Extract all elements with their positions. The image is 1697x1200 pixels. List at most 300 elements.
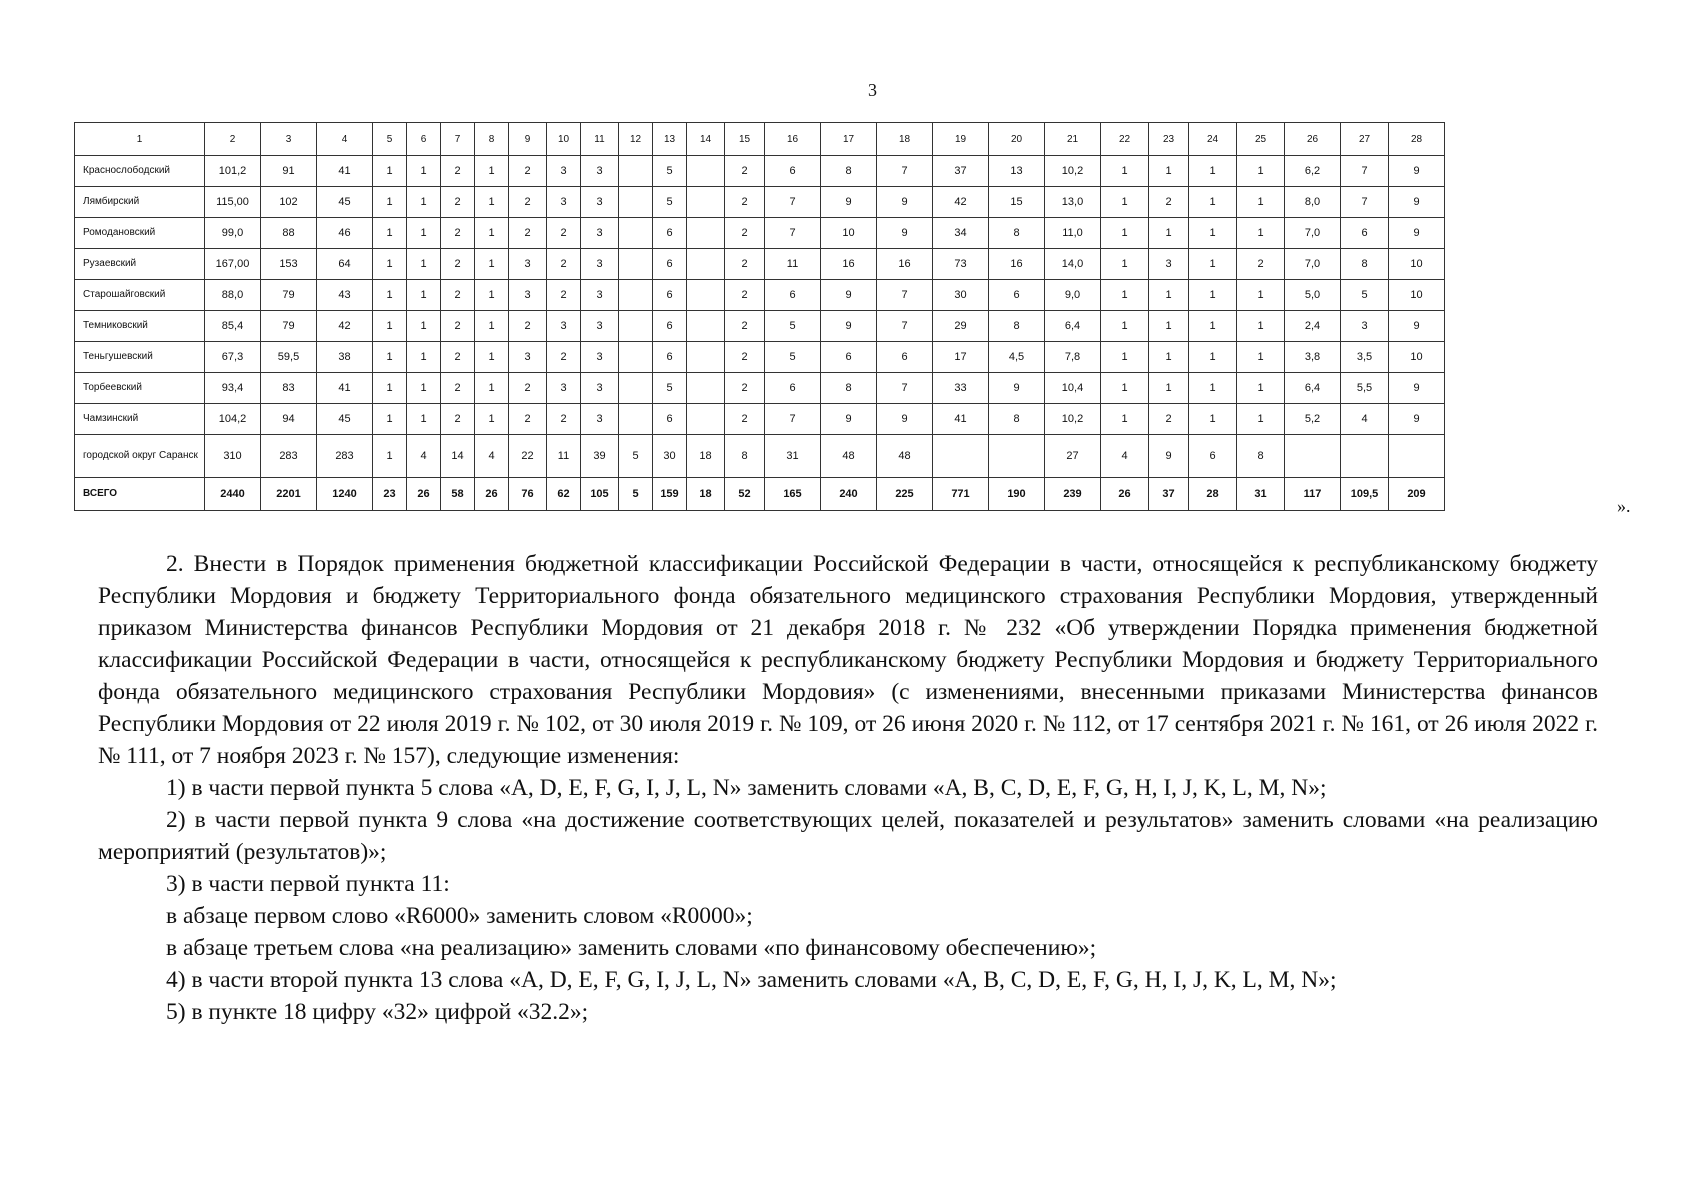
table-cell: 76 [509, 478, 547, 511]
table-cell: 7 [877, 311, 933, 342]
table-cell: 88,0 [205, 280, 261, 311]
table-cell: 2 [441, 373, 475, 404]
table-cell: 14,0 [1045, 249, 1101, 280]
table-cell: 109,5 [1341, 478, 1389, 511]
table-cell: 6 [765, 156, 821, 187]
table-cell: 19 [933, 123, 989, 156]
table-cell: 1 [475, 156, 509, 187]
table-cell: 91 [261, 156, 317, 187]
table-cell [619, 218, 653, 249]
table-cell: 4,5 [989, 342, 1045, 373]
table-cell: 2 [547, 218, 581, 249]
table-cell: 1 [373, 311, 407, 342]
table-cell: 1 [1189, 311, 1237, 342]
table-cell: 46 [317, 218, 373, 249]
table-cell: 1 [1149, 342, 1189, 373]
table-cell: 1 [1101, 249, 1149, 280]
table-cell [1389, 435, 1445, 478]
table-cell: 16 [989, 249, 1045, 280]
paragraph-item: в абзаце первом слово «R6000» заменить словом «R0000»; [166, 903, 753, 929]
table-cell: 8 [989, 218, 1045, 249]
table-cell: 9 [877, 404, 933, 435]
table-cell: 9 [1389, 156, 1445, 187]
table-cell: 21 [1045, 123, 1101, 156]
table-cell: 3 [581, 373, 619, 404]
table-cell: 16 [821, 249, 877, 280]
table-cell: 5 [765, 311, 821, 342]
table-header-row [75, 123, 1445, 156]
table-cell: 159 [653, 478, 687, 511]
table-cell: 3 [509, 280, 547, 311]
table-cell: 1 [475, 342, 509, 373]
table-cell: 22 [1101, 123, 1149, 156]
table-cell [933, 435, 989, 478]
table-cell: 33 [933, 373, 989, 404]
table-cell: 102 [261, 187, 317, 218]
districts-table-wrap [74, 122, 1445, 511]
table-cell: 5 [619, 435, 653, 478]
table-cell: 1 [407, 342, 441, 373]
table-cell: 239 [1045, 478, 1101, 511]
table-cell: 2 [509, 187, 547, 218]
table-cell [619, 249, 653, 280]
table-cell: 2 [509, 404, 547, 435]
table-cell: 2 [547, 342, 581, 373]
table-cell: 1 [1189, 342, 1237, 373]
row-label: Рузаевский [75, 249, 205, 280]
table-cell: 8 [725, 435, 765, 478]
table-cell: 6 [407, 123, 441, 156]
table-cell: 4 [1101, 435, 1149, 478]
table-cell: 48 [877, 435, 933, 478]
table-row-saransk [75, 435, 1445, 478]
table-cell [687, 218, 725, 249]
table-cell: 10,2 [1045, 404, 1101, 435]
table-cell [619, 280, 653, 311]
table-cell: 11,0 [1045, 218, 1101, 249]
table-cell: 20 [989, 123, 1045, 156]
table-row [75, 373, 1445, 404]
table-cell: 7 [877, 280, 933, 311]
table-cell: 13 [989, 156, 1045, 187]
table-cell: 18 [687, 435, 725, 478]
table-cell: 99,0 [205, 218, 261, 249]
table-cell: 283 [261, 435, 317, 478]
table-cell: 41 [317, 373, 373, 404]
table-cell: 22 [509, 435, 547, 478]
table-cell: 209 [1389, 478, 1445, 511]
table-cell: 7 [877, 156, 933, 187]
row-label: Теньгушевский [75, 342, 205, 373]
table-cell: 10,4 [1045, 373, 1101, 404]
table-cell: 3 [581, 156, 619, 187]
table-cell: 3 [1341, 311, 1389, 342]
table-cell: 6 [1189, 435, 1237, 478]
table-cell: 6,4 [1045, 311, 1101, 342]
table-row [75, 218, 1445, 249]
table-cell: 3 [581, 280, 619, 311]
table-cell: 1 [1237, 280, 1285, 311]
table-cell: 10 [821, 218, 877, 249]
paragraph-item: 3) в части первой пункта 11: [166, 871, 450, 897]
table-cell: 1 [1237, 156, 1285, 187]
table-cell: 1 [475, 311, 509, 342]
table-cell [687, 187, 725, 218]
table-cell: 1 [373, 249, 407, 280]
table-cell: 5 [653, 373, 687, 404]
table-cell: 771 [933, 478, 989, 511]
table-cell: 5,5 [1341, 373, 1389, 404]
table-cell: 17 [933, 342, 989, 373]
table-cell: 13,0 [1045, 187, 1101, 218]
table-cell: 1 [75, 123, 205, 156]
table-cell: 18 [687, 478, 725, 511]
table-cell: 30 [933, 280, 989, 311]
table-cell: 3 [581, 218, 619, 249]
table-cell: 1 [475, 218, 509, 249]
table-cell: 3 [547, 311, 581, 342]
table-cell: 7 [765, 404, 821, 435]
table-cell: 1 [1101, 342, 1149, 373]
row-label: Старошайговский [75, 280, 205, 311]
table-cell: 105 [581, 478, 619, 511]
table-cell [989, 435, 1045, 478]
table-cell: 42 [933, 187, 989, 218]
table-cell: 10 [1389, 249, 1445, 280]
page-number: 3 [868, 80, 877, 100]
table-cell: 1 [1189, 404, 1237, 435]
table-cell: 1 [1189, 373, 1237, 404]
table-cell: 17 [821, 123, 877, 156]
table-cell: 41 [317, 156, 373, 187]
table-cell: 79 [261, 311, 317, 342]
table-cell: 73 [933, 249, 989, 280]
table-cell: 1 [1149, 218, 1189, 249]
table-cell: 6 [765, 280, 821, 311]
table-cell: 3 [581, 311, 619, 342]
table-cell: 6 [653, 342, 687, 373]
order-text [98, 548, 1598, 1028]
table-cell: 8 [1341, 249, 1389, 280]
table-cell: 1 [407, 311, 441, 342]
table-cell: 43 [317, 280, 373, 311]
table-cell: 7 [1341, 187, 1389, 218]
table-cell: 240 [821, 478, 877, 511]
table-cell: 4 [317, 123, 373, 156]
table-cell: 3 [261, 123, 317, 156]
table-cell: 85,4 [205, 311, 261, 342]
table-cell: 1 [1101, 311, 1149, 342]
table-cell: 39 [581, 435, 619, 478]
table-cell: 2 [1237, 249, 1285, 280]
paragraph-item: в абзаце третьем слова «на реализацию» заменить словами «по финансовому обеспечению»; [166, 935, 1097, 961]
table-cell: 2 [441, 280, 475, 311]
table-cell: 1 [1237, 218, 1285, 249]
table-cell: 4 [407, 435, 441, 478]
table-cell: 1 [1237, 187, 1285, 218]
table-cell: 9 [877, 187, 933, 218]
table-cell: 2 [725, 311, 765, 342]
table-cell: 2 [725, 280, 765, 311]
table-cell: 9 [821, 187, 877, 218]
table-cell: 3 [1149, 249, 1189, 280]
table-cell: 25 [1237, 123, 1285, 156]
table-row [75, 249, 1445, 280]
table-cell: 165 [765, 478, 821, 511]
table-cell: 1 [373, 280, 407, 311]
table-cell: 31 [1237, 478, 1285, 511]
table-cell: 6 [1341, 218, 1389, 249]
table-cell: 1 [407, 218, 441, 249]
table-cell: 1 [407, 280, 441, 311]
table-cell: 1 [373, 404, 407, 435]
table-cell: 1 [1237, 311, 1285, 342]
table-cell: 9 [1389, 311, 1445, 342]
row-label: Ромодановский [75, 218, 205, 249]
table-cell: 9 [1149, 435, 1189, 478]
table-cell: 101,2 [205, 156, 261, 187]
table-cell: 45 [317, 187, 373, 218]
table-cell: 1 [373, 156, 407, 187]
paragraph-item: 1) в части первой пункта 5 слова «A, D, E, F, G, I, J, L, N» заменить словами «A, B, C, D, E, F, G, H, I, J, K, L, M, N»; [166, 775, 1327, 801]
table-cell: 225 [877, 478, 933, 511]
table-cell: 2 [725, 249, 765, 280]
paragraph-item: 5) в пункте 18 цифру «32» цифрой «32.2»; [166, 999, 589, 1025]
table-cell: 2 [205, 123, 261, 156]
table-cell: 64 [317, 249, 373, 280]
table-cell: 2 [509, 218, 547, 249]
table-cell: 6 [989, 280, 1045, 311]
table-cell: 9 [1389, 187, 1445, 218]
table-cell: 1 [1189, 218, 1237, 249]
table-cell: 15 [989, 187, 1045, 218]
table-cell: 14 [441, 435, 475, 478]
table-cell: 2 [1149, 404, 1189, 435]
table-cell: 1 [407, 249, 441, 280]
table-cell: 15 [725, 123, 765, 156]
table-cell: 1 [1189, 187, 1237, 218]
table-cell: 7,8 [1045, 342, 1101, 373]
table-cell: 14 [687, 123, 725, 156]
table-cell [619, 342, 653, 373]
table-cell: 9 [1389, 404, 1445, 435]
table-cell: 4 [1341, 404, 1389, 435]
table-cell: 9 [821, 404, 877, 435]
table-cell [687, 373, 725, 404]
table-cell: 310 [205, 435, 261, 478]
table-cell: 38 [317, 342, 373, 373]
table-cell: 2 [441, 311, 475, 342]
table-cell: 13 [653, 123, 687, 156]
table-cell: 16 [765, 123, 821, 156]
table-cell: 7 [877, 373, 933, 404]
table-cell: 3 [547, 187, 581, 218]
table-cell: 3 [581, 249, 619, 280]
table-cell [619, 311, 653, 342]
table-cell: 1 [1149, 311, 1189, 342]
table-cell: 3 [581, 404, 619, 435]
table-cell: 1 [475, 187, 509, 218]
table-cell: 94 [261, 404, 317, 435]
table-cell: 42 [317, 311, 373, 342]
table-cell: 37 [1149, 478, 1189, 511]
table-cell: 2 [725, 187, 765, 218]
table-cell: 5,0 [1285, 280, 1341, 311]
districts-table [74, 122, 1445, 511]
table-cell: 7 [441, 123, 475, 156]
table-cell: 59,5 [261, 342, 317, 373]
table-cell: 3 [509, 342, 547, 373]
table-cell: 6 [821, 342, 877, 373]
table-cell: 2 [441, 342, 475, 373]
table-cell [687, 311, 725, 342]
paragraph-item: 4) в части второй пункта 13 слова «A, D, E, F, G, I, J, L, N» заменить словами «A, B, C, D, E, F, G, H, I, J, K, L, M, N»; [166, 967, 1337, 993]
table-cell: 1 [1237, 373, 1285, 404]
row-label: Краснослободский [75, 156, 205, 187]
table-cell: 88 [261, 218, 317, 249]
table-cell: 6 [653, 218, 687, 249]
table-cell: 1 [1189, 280, 1237, 311]
table-cell: 117 [1285, 478, 1341, 511]
table-cell: 2 [725, 156, 765, 187]
table-cell: 190 [989, 478, 1045, 511]
table-cell: 16 [877, 249, 933, 280]
table-cell: 2 [547, 249, 581, 280]
paragraph-main: 2. Внести в Порядок применения бюджетной классификации Российской Федерации в части, относящейся к республиканскому бюджету Республики Мордовия и бюджету Территориального фонда обязательного медицинского страхования Республики Мордовия, утвержденный приказом Министерства финансов Республики Мордовия от 21 декабря 2018 г. № 232 «Об утверждении Порядка применения бюджетной классификации Российской Федерации в части, относящейся к республиканскому бюджету Республики Мордовия и бюджету Территориального фонда обязательного медицинского страхования Республики Мордовия» (с изменениями, внесенными приказами Министерства финансов Республики Мордовия от 22 июля 2019 г. № 102, от 30 июля 2019 г. № 109, от 26 июня 2020 г. № 112, от 17 сентября 2021 г. № 161, от 26 июля 2022 г. № 111, от 7 ноября 2023 г. № 157), следующие изменения: [98, 551, 1598, 769]
table-cell: 27 [1045, 435, 1101, 478]
table-cell: 3,5 [1341, 342, 1389, 373]
table-cell: 62 [547, 478, 581, 511]
table-cell: 8 [989, 404, 1045, 435]
table-cell: 1 [373, 342, 407, 373]
table-cell: 1 [407, 187, 441, 218]
table-cell: 2 [441, 187, 475, 218]
table-cell: 1 [1101, 373, 1149, 404]
table-cell: 6 [765, 373, 821, 404]
table-cell: 5 [653, 156, 687, 187]
table-cell: 9 [1389, 218, 1445, 249]
table-cell: 30 [653, 435, 687, 478]
table-total-row [75, 478, 1445, 511]
table-cell: 6,2 [1285, 156, 1341, 187]
table-cell: 2440 [205, 478, 261, 511]
table-cell: 48 [821, 435, 877, 478]
table-cell: 2 [547, 404, 581, 435]
table-cell: 3 [547, 156, 581, 187]
table-cell: 2 [547, 280, 581, 311]
table-cell: 2 [509, 373, 547, 404]
row-label: Темниковский [75, 311, 205, 342]
table-cell: 8,0 [1285, 187, 1341, 218]
table-cell: 5 [373, 123, 407, 156]
table-row [75, 342, 1445, 373]
table-cell: 1 [1101, 404, 1149, 435]
table-cell: 9,0 [1045, 280, 1101, 311]
table-cell: 3 [581, 187, 619, 218]
table-row [75, 280, 1445, 311]
table-cell: 2 [441, 249, 475, 280]
table-cell: 41 [933, 404, 989, 435]
table-cell: 79 [261, 280, 317, 311]
table-cell: 31 [765, 435, 821, 478]
table-cell [1285, 435, 1341, 478]
table-cell [687, 156, 725, 187]
table-cell: 2 [509, 311, 547, 342]
table-cell [1341, 435, 1389, 478]
table-cell: 3 [581, 342, 619, 373]
table-cell: 1 [1237, 342, 1285, 373]
table-cell: 26 [475, 478, 509, 511]
table-cell: 93,4 [205, 373, 261, 404]
table-cell: 1 [1101, 218, 1149, 249]
table-cell: 283 [317, 435, 373, 478]
table-cell: 4 [475, 435, 509, 478]
table-cell: 6 [653, 249, 687, 280]
table-cell: 1 [1101, 156, 1149, 187]
table-cell [619, 156, 653, 187]
table-cell [619, 187, 653, 218]
table-cell: 1 [1189, 249, 1237, 280]
table-cell: 11 [547, 435, 581, 478]
table-cell [619, 404, 653, 435]
table-cell: 1 [1101, 280, 1149, 311]
table-cell: 52 [725, 478, 765, 511]
table-cell: 2 [725, 404, 765, 435]
table-cell: 5 [619, 478, 653, 511]
table-cell: 1 [407, 156, 441, 187]
table-cell [687, 249, 725, 280]
table-cell: 115,00 [205, 187, 261, 218]
row-label: Лямбирский [75, 187, 205, 218]
paragraph-item: 2) в части первой пункта 9 слова «на достижение соответствующих целей, показателей и результатов» заменить словами «на реализацию мероприятий (результатов)»; [98, 807, 1598, 865]
closing-quote: ». [1617, 496, 1631, 516]
row-label: Чамзинский [75, 404, 205, 435]
table-cell: 83 [261, 373, 317, 404]
table-cell: 1 [373, 435, 407, 478]
table-cell: 1 [475, 280, 509, 311]
table-cell: 1 [475, 404, 509, 435]
table-cell: 12 [619, 123, 653, 156]
table-cell: 2 [725, 373, 765, 404]
table-cell: 24 [1189, 123, 1237, 156]
table-cell: 18 [877, 123, 933, 156]
table-cell: 5 [1341, 280, 1389, 311]
table-cell: 11 [581, 123, 619, 156]
table-cell: 2 [441, 404, 475, 435]
row-label: ВСЕГО [75, 478, 205, 511]
table-cell: 104,2 [205, 404, 261, 435]
table-cell: 9 [821, 311, 877, 342]
table-cell: 23 [373, 478, 407, 511]
table-cell: 8 [821, 373, 877, 404]
table-cell: 6,4 [1285, 373, 1341, 404]
table-cell: 5,2 [1285, 404, 1341, 435]
table-cell: 10 [1389, 280, 1445, 311]
table-cell: 1 [1149, 280, 1189, 311]
table-cell: 1 [407, 373, 441, 404]
table-row [75, 404, 1445, 435]
table-cell: 1 [373, 187, 407, 218]
table-cell: 7,0 [1285, 218, 1341, 249]
table-cell: 29 [933, 311, 989, 342]
table-cell: 37 [933, 156, 989, 187]
table-cell: 5 [765, 342, 821, 373]
table-cell: 2 [725, 218, 765, 249]
table-cell: 1 [1237, 404, 1285, 435]
table-cell: 7,0 [1285, 249, 1341, 280]
table-cell: 10 [1389, 342, 1445, 373]
table-cell: 6 [653, 311, 687, 342]
